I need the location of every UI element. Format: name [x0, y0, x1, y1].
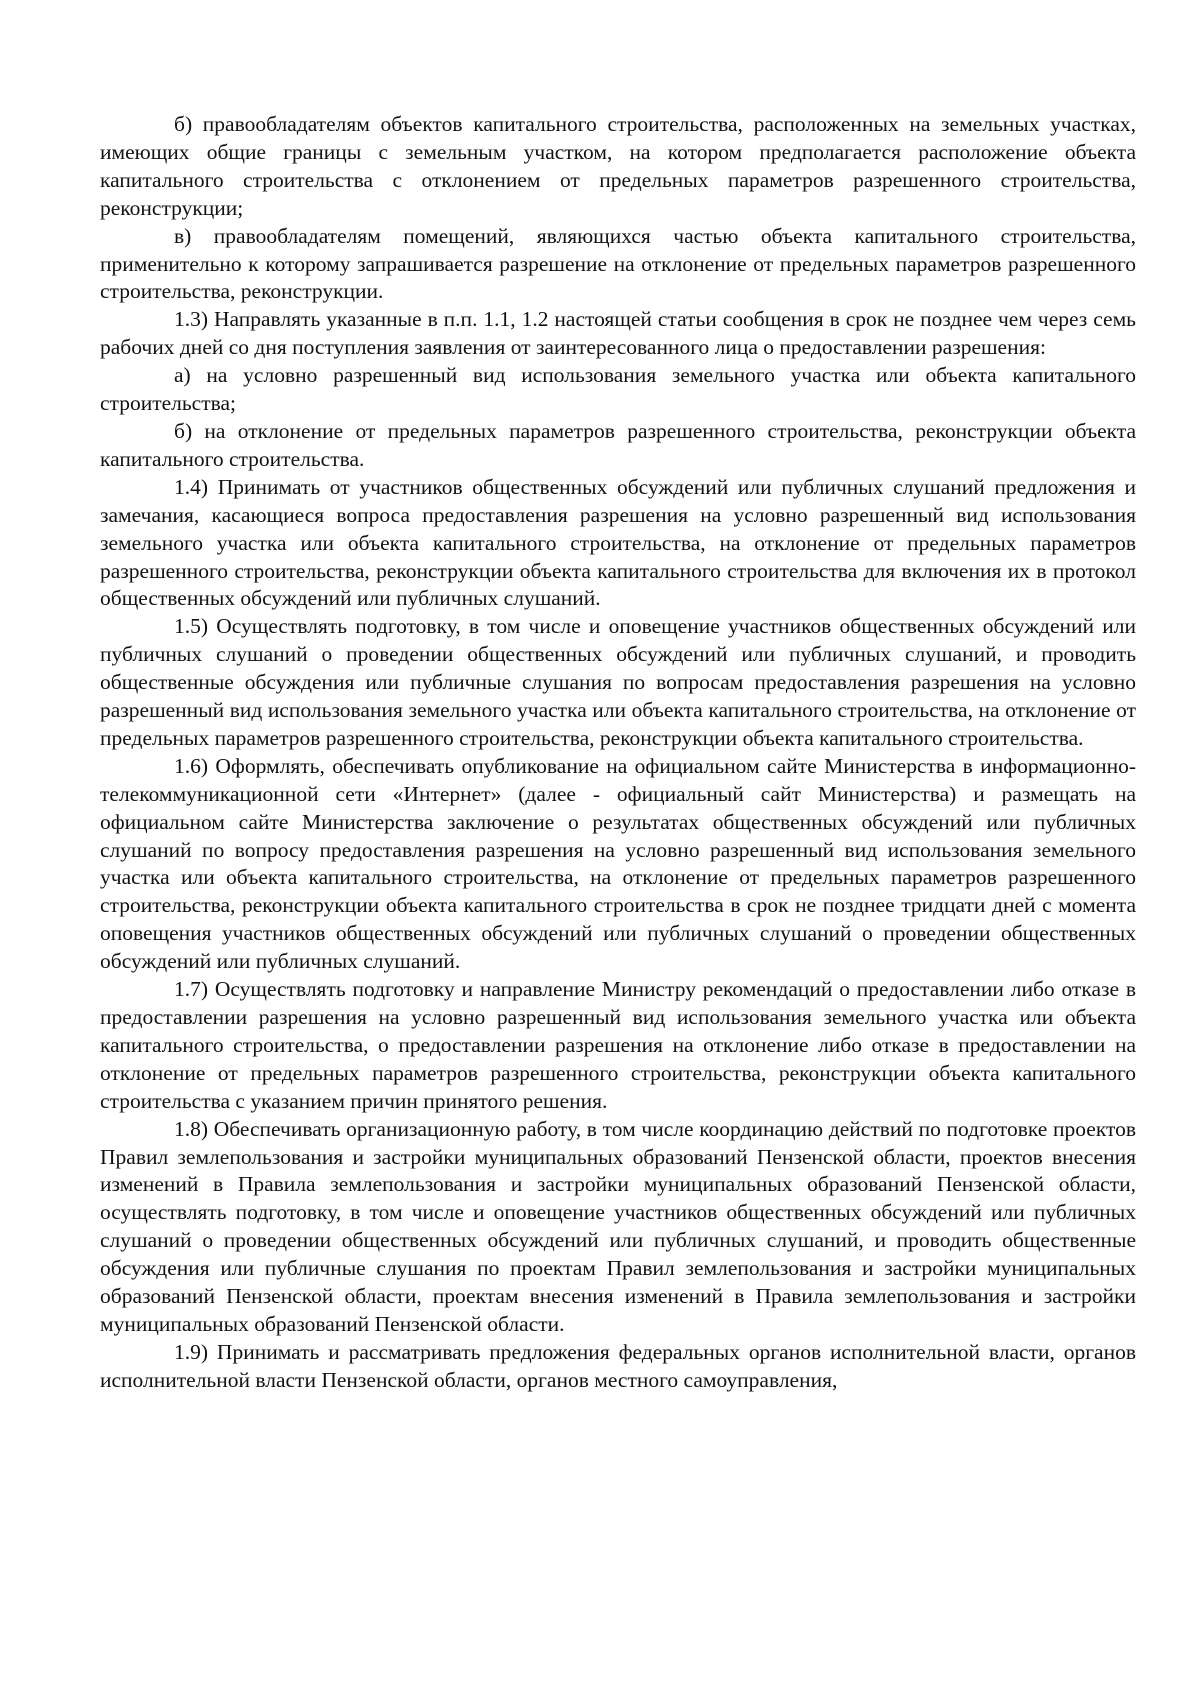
paragraph-1-3-b: б) на отклонение от предельных параметров разрешенного строительства, реконструкции объекта капитального строительства.: [100, 418, 1136, 471]
paragraph-1-3: 1.3) Направлять указанные в п.п. 1.1, 1.2 настоящей статьи сообщения в срок не позднее чем через семь рабочих дней со дня поступления заявления от заинтересованного лица о предоставлении разрешения:: [100, 307, 1136, 360]
paragraph-1-6: 1.6) Оформлять, обеспечивать опубликование на официальном сайте Министерства в информационно-телекоммуникационной сети «Интернет» (далее - официальный сайт Министерства) и размещать на официальном сайте Министерства заключение о результатах общественных обсуждений или публичных слушаний по вопросу предоставления разрешения на условно разрешенный вид использования земельного участка или объекта капитального строительства, на отклонение от предельных параметров разрешенного строительства, реконструкции объекта капитального строительства в срок не позднее тридцати дней с момента оповещения участников общественных обсуждений или публичных слушаний о проведении общественных обсуждений или публичных слушаний.: [100, 753, 1136, 974]
paragraph-1-3-a: а) на условно разрешенный вид использования земельного участка или объекта капитального строительства;: [100, 363, 1136, 416]
document-page: [100, 111, 1136, 1395]
paragraph-1-5: 1.5) Осуществлять подготовку, в том числе и оповещение участников общественных обсуждений или публичных слушаний о проведении общественных обсуждений или публичных слушаний, и проводить общественные обсуждения или публичные слушания по вопросам предоставления разрешения на условно разрешенный вид использования земельного участка или объекта капитального строительства, на отклонение от предельных параметров разрешенного строительства, реконструкции объекта капитального строительства.: [100, 614, 1136, 750]
paragraph-1-4: 1.4) Принимать от участников общественных обсуждений или публичных слушаний предложения и замечания, касающиеся вопроса предоставления разрешения на условно разрешенный вид использования земельного участка или объекта капитального строительства, на отклонение от предельных параметров разрешенного строительства, реконструкции объекта капитального строительства для включения их в протокол общественных обсуждений или публичных слушаний.: [100, 474, 1136, 611]
paragraph-1-7: 1.7) Осуществлять подготовку и направление Министру рекомендаций о предоставлении либо отказе в предоставлении разрешения на условно разрешенный вид использования земельного участка или объекта капитального строительства, о предоставлении разрешения на отклонение либо отказе в предоставлении на отклонение от предельных параметров разрешенного строительства, реконструкции объекта капитального строительства с указанием причин принятого решения.: [100, 977, 1136, 1113]
paragraph-1-8: 1.8) Обеспечивать организационную работу, в том числе координацию действий по подготовке проектов Правил землепользования и застройки муниципальных образований Пензенской области, проектов внесения изменений в Правила землепользования и застройки муниципальных образований Пензенской области, осуществлять подготовку, в том числе и оповещение участников общественных обсуждений или публичных слушаний о проведении общественных обсуждений или публичных слушаний, и проводить общественные обсуждения или публичные слушания по проектам Правил землепользования и застройки муниципальных образований Пензенской области, проектам внесения изменений в Правила землепользования и застройки муниципальных образований Пензенской области.: [100, 1116, 1136, 1336]
paragraph-b-owners-buildings: б) правообладателям объектов капитального строительства, расположенных на земельных участках, имеющих общие границы с земельным участком, на котором предполагается расположение объекта капитального строительства с отклонением от предельных параметров разрешенного строительства, реконструкции;: [100, 112, 1136, 220]
paragraph-1-9: 1.9) Принимать и рассматривать предложения федеральных органов исполнительной власти, органов исполнительной власти Пензенской области, органов местного самоуправления,: [100, 1339, 1136, 1392]
paragraph-v-owners-premises: в) правообладателям помещений, являющихся частью объекта капитального строительства, применительно к которому запрашивается разрешение на отклонение от предельных параметров разрешенного строительства, реконструкции.: [100, 223, 1136, 304]
